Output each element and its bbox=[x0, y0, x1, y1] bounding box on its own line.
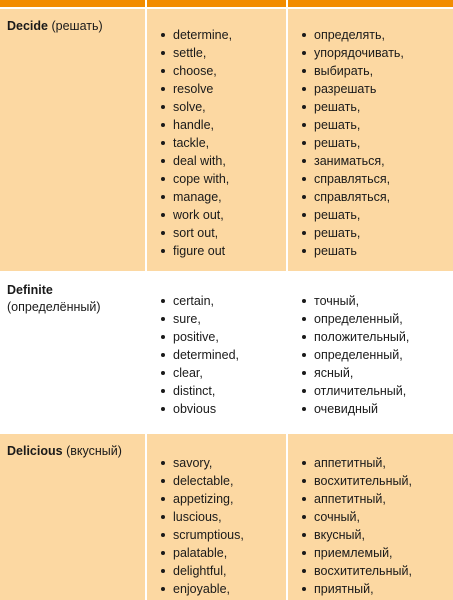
list-item: решать, bbox=[314, 206, 404, 224]
headword bbox=[7, 282, 142, 316]
synonyms-list bbox=[173, 26, 232, 260]
translations-cell bbox=[288, 9, 453, 271]
headword bbox=[7, 443, 142, 460]
list-item: choose, bbox=[173, 62, 232, 80]
list-item: сочный, bbox=[314, 508, 412, 526]
list-item: determined, bbox=[173, 348, 240, 362]
list-item: разрешать bbox=[314, 80, 404, 98]
list-item: determine, bbox=[173, 28, 233, 42]
list-item: решать bbox=[314, 242, 404, 260]
list-item: distinct, bbox=[173, 382, 239, 400]
list-item: certain, bbox=[173, 292, 239, 310]
list-item: решать, bbox=[314, 116, 404, 134]
list-item: deal with, bbox=[173, 152, 232, 170]
list-item: delectable, bbox=[173, 472, 244, 490]
list-item: приятный, bbox=[314, 580, 412, 598]
headword-text: Decide bbox=[7, 19, 48, 33]
list-item: заниматься, bbox=[314, 152, 404, 170]
list-item: handle, bbox=[173, 116, 232, 134]
list-item: work out, bbox=[173, 206, 232, 224]
word-cell bbox=[0, 273, 145, 430]
list-item: вкусный, bbox=[314, 526, 412, 544]
list-item: palatable, bbox=[173, 544, 244, 562]
list-item: cope with, bbox=[173, 170, 232, 188]
translations-list bbox=[314, 454, 412, 598]
list-item: enjoyable, bbox=[173, 580, 244, 598]
headword-translation: (вкусный) bbox=[66, 444, 122, 458]
list-item: obvious bbox=[173, 400, 239, 418]
list-item: очевидный bbox=[314, 400, 409, 418]
list-item: определенный, bbox=[314, 346, 409, 364]
list-item: приемлемый, bbox=[314, 544, 412, 562]
list-item: sure, bbox=[173, 310, 239, 328]
translations-list bbox=[314, 292, 409, 418]
list-item: решать, bbox=[314, 98, 404, 116]
list-item: clear, bbox=[173, 364, 239, 382]
list-item: scrumptious, bbox=[173, 528, 244, 542]
list-item: восхитительный, bbox=[314, 564, 412, 578]
translations-cell bbox=[288, 273, 453, 430]
list-item: solve, bbox=[173, 98, 232, 116]
table-header-bar bbox=[0, 0, 453, 7]
synonyms-list bbox=[173, 292, 239, 418]
list-item: settle, bbox=[173, 44, 232, 62]
list-item: delightful, bbox=[173, 562, 244, 580]
headword-translation: (решать) bbox=[51, 19, 103, 33]
synonyms-list bbox=[173, 454, 244, 598]
list-item: figure out bbox=[173, 242, 232, 260]
list-item: определенный, bbox=[314, 310, 409, 328]
list-item: ясный, bbox=[314, 364, 409, 382]
list-item: восхитительный, bbox=[314, 474, 412, 488]
synonyms-cell bbox=[147, 273, 286, 430]
headword-text: Delicious bbox=[7, 444, 63, 458]
list-item: справляться, bbox=[314, 170, 404, 188]
list-item: manage, bbox=[173, 188, 232, 206]
list-item: справляться, bbox=[314, 188, 404, 206]
synonyms-cell bbox=[147, 434, 286, 600]
list-item: определять, bbox=[314, 26, 404, 44]
list-item: упорядочивать, bbox=[314, 46, 404, 60]
list-item: положительный, bbox=[314, 330, 410, 344]
list-item: аппетитный, bbox=[314, 490, 412, 508]
list-item: appetizing, bbox=[173, 490, 244, 508]
list-item: решать, bbox=[314, 224, 404, 242]
table-row-decide bbox=[0, 9, 453, 271]
list-item: sort out, bbox=[173, 224, 232, 242]
word-cell bbox=[0, 9, 145, 271]
translations-cell bbox=[288, 434, 453, 600]
column-separator bbox=[145, 0, 147, 7]
table-row-definite bbox=[0, 273, 453, 430]
list-item: positive, bbox=[173, 328, 239, 346]
word-cell bbox=[0, 434, 145, 600]
list-item: выбирать, bbox=[314, 62, 404, 80]
headword-text: Definite bbox=[7, 283, 53, 297]
headword-translation: (определённый) bbox=[7, 300, 101, 314]
list-item: точный, bbox=[314, 292, 409, 310]
list-item: решать, bbox=[314, 134, 404, 152]
list-item: luscious, bbox=[173, 508, 244, 526]
table-row-delicious bbox=[0, 434, 453, 600]
list-item: аппетитный, bbox=[314, 454, 412, 472]
headword bbox=[7, 18, 142, 35]
list-item: отличительный, bbox=[314, 382, 409, 400]
synonyms-cell bbox=[147, 9, 286, 271]
translations-list bbox=[314, 26, 404, 260]
list-item: tackle, bbox=[173, 134, 232, 152]
list-item: resolve bbox=[173, 80, 232, 98]
list-item: savory, bbox=[173, 454, 244, 472]
column-separator bbox=[286, 0, 288, 7]
